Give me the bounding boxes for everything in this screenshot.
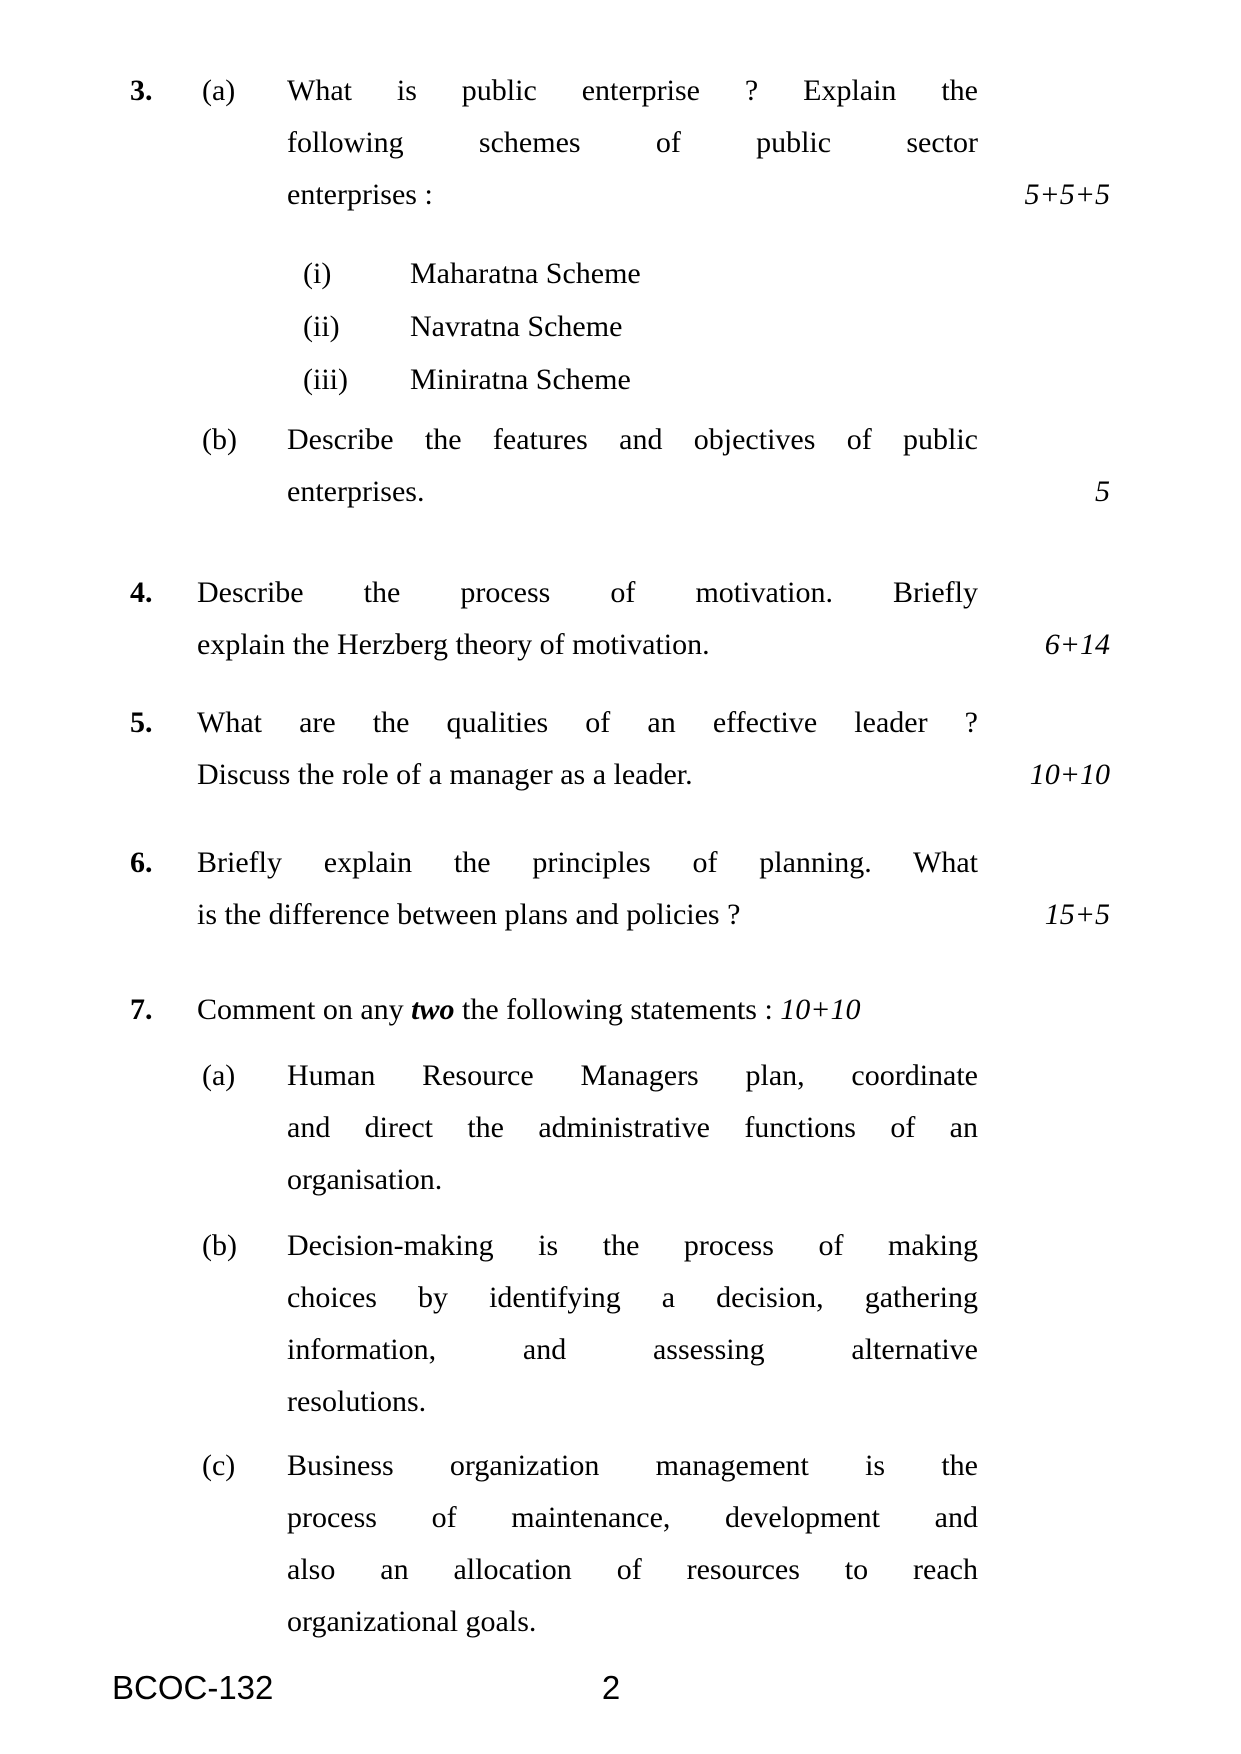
- part-b-paragraph: [287, 1220, 1110, 1428]
- list-item: [303, 353, 1110, 406]
- question-6: [130, 837, 1110, 941]
- marks-value: 10+10: [1029, 758, 1110, 791]
- question-5-body: [197, 697, 1110, 801]
- question-text-line: also an allocation of resources to reach: [287, 1553, 978, 1586]
- item-text: Miniratna Scheme: [410, 363, 631, 396]
- part-a-body: [287, 65, 1110, 406]
- part-a-paragraph: [287, 1050, 1110, 1206]
- question-7-part-b: [202, 1220, 1110, 1428]
- question-4-body: [197, 567, 1110, 671]
- item-text: Maharatna Scheme: [410, 257, 641, 290]
- footer-course-code: BCOC-132: [112, 1669, 274, 1706]
- part-c-paragraph: [287, 1440, 1110, 1648]
- part-b-body: [287, 414, 1110, 518]
- question-text-line: following schemes of public sector: [287, 126, 978, 159]
- question-text-line: Describe the features and objectives of public: [287, 423, 978, 456]
- part-a-label: (a): [202, 1059, 236, 1092]
- question-7-lead: [197, 984, 1110, 1036]
- part-c-body: [287, 1440, 1110, 1648]
- question-text-line: information, and assessing alternative: [287, 1333, 978, 1366]
- item-label: (i): [303, 257, 332, 290]
- part-b-label: (b): [202, 423, 237, 456]
- marks-value: 5: [1095, 475, 1110, 508]
- question-7-number: 7.: [130, 993, 153, 1026]
- question-text-line: process of maintenance, development and: [287, 1501, 978, 1534]
- scheme-list: [287, 247, 1110, 406]
- question-7: [130, 984, 1110, 1648]
- part-a-body: [287, 1050, 1110, 1206]
- question-5-number: 5.: [130, 706, 153, 739]
- lead-emphasis: two: [411, 993, 455, 1026]
- part-b-body: [287, 1220, 1110, 1428]
- question-6-body: [197, 837, 1110, 941]
- question-3-number: 3.: [130, 74, 153, 107]
- question-text-line: choices by identifying a decision, gathering: [287, 1281, 978, 1314]
- question-text-line: Briefly explain the principles of planning. What: [197, 846, 978, 879]
- question-3-part-a: [202, 65, 1110, 406]
- question-3-body: [197, 65, 1110, 518]
- part-a-label: (a): [202, 74, 236, 107]
- marks-value: 5+5+5: [1024, 178, 1110, 211]
- question-text-line: explain the Herzberg theory of motivation.: [197, 628, 710, 661]
- lead-text: Comment on any: [197, 993, 412, 1026]
- item-label: (ii): [303, 310, 340, 343]
- question-5-paragraph: [197, 697, 1110, 801]
- question-4-number: 4.: [130, 576, 153, 609]
- question-5: [130, 697, 1110, 801]
- question-text-line: organizational goals.: [287, 1605, 537, 1638]
- question-text-line: Discuss the role of a manager as a leader.: [197, 758, 693, 791]
- question-text-line: resolutions.: [287, 1385, 427, 1418]
- question-text-line: Human Resource Managers plan, coordinate: [287, 1059, 978, 1092]
- question-7-part-a: [202, 1050, 1110, 1206]
- question-3: [130, 65, 1110, 518]
- question-text-line: enterprises :: [287, 178, 433, 211]
- question-text-line: What are the qualities of an effective leader ?: [197, 706, 978, 739]
- part-b-paragraph: [287, 414, 1110, 518]
- item-label: (iii): [303, 363, 348, 396]
- footer-page-number: 2: [601, 1669, 621, 1706]
- question-text-line: Business organization management is the: [287, 1449, 978, 1482]
- lead-text: the following statements :: [454, 993, 781, 1026]
- part-b-label: (b): [202, 1229, 237, 1262]
- part-a-paragraph: [287, 65, 1110, 221]
- page-footer: [112, 1668, 1110, 1708]
- question-6-paragraph: [197, 837, 1110, 941]
- list-item: [303, 247, 1110, 300]
- question-text-line: is the difference between plans and policies ?: [197, 898, 741, 931]
- question-text-line: and direct the administrative functions of an: [287, 1111, 978, 1144]
- marks-value: 6+14: [1044, 628, 1110, 661]
- marks-value: 15+5: [1044, 898, 1110, 931]
- question-6-number: 6.: [130, 846, 153, 879]
- part-c-label: (c): [202, 1449, 236, 1482]
- marks-value: 10+10: [780, 993, 861, 1026]
- item-text: Navratna Scheme: [410, 310, 623, 343]
- question-text-line: Describe the process of motivation. Briefly: [197, 576, 978, 609]
- question-4-paragraph: [197, 567, 1110, 671]
- question-text-line: Decision-making is the process of making: [287, 1229, 978, 1262]
- question-text-line: What is public enterprise ? Explain the: [287, 74, 978, 107]
- list-item: [303, 300, 1110, 353]
- questions-list: [130, 65, 1110, 1648]
- question-3-part-b: [202, 414, 1110, 518]
- question-4: [130, 567, 1110, 671]
- question-7-part-c: [202, 1440, 1110, 1648]
- question-7-body: [197, 984, 1110, 1648]
- question-text-line: enterprises.: [287, 475, 425, 508]
- question-text-line: organisation.: [287, 1163, 443, 1196]
